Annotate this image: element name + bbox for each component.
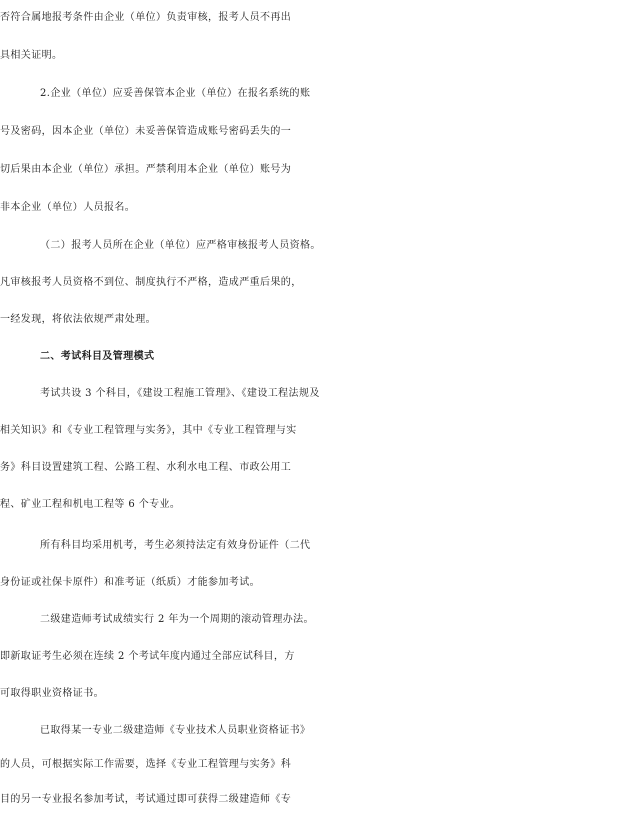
text-line: 号及密码，因本企业（单位）未妥善保管造成账号密码丢失的一	[0, 126, 292, 137]
text-line: 考试共设 3 个科目，《建设工程施工管理》、《建设工程法规及	[40, 388, 320, 399]
text-line: 即新取证考生必须在连续 2 个考试年度内通过全部应试科目，方	[0, 651, 295, 662]
text-line: 务》科目设置建筑工程、公路工程、水利水电工程、市政公用工	[0, 462, 292, 473]
text-line: 2.企业（单位）应妥善保管本企业（单位）在报名系统的账	[40, 88, 311, 99]
text-line: 凡审核报考人员资格不到位、制度执行不严格，造成严重后果的，	[0, 277, 302, 288]
text-line: 所有科目均采用机考，考生必须持法定有效身份证件（二代	[40, 540, 311, 551]
text-line: 否符合属地报考条件由企业（单位）负责审核，报考人员不再出	[0, 12, 292, 23]
text-line: 切后果由本企业（单位）承担。严禁利用本企业（单位）账号为	[0, 164, 292, 175]
section-heading: 二、考试科目及管理模式	[40, 351, 155, 362]
text-line: 二级建造师考试成绩实行 2 年为一个周期的滚动管理办法。	[40, 614, 314, 625]
text-line: 非本企业（单位）人员报名。	[0, 202, 136, 213]
text-line: 可取得职业资格证书。	[0, 688, 104, 699]
text-line: 身份证或社保卡原件）和准考证（纸质）才能参加考试。	[0, 577, 260, 588]
text-line: （二）报考人员所在企业（单位）应严格审核报考人员资格。	[40, 240, 321, 251]
text-line: 相关知识》和《专业工程管理与实务》，其中《专业工程管理与实	[0, 425, 297, 436]
text-line: 的人员，可根据实际工作需要，选择《专业工程管理与实务》科	[0, 759, 292, 770]
text-line: 已取得某一专业二级建造师《专业技术人员职业资格证书》	[40, 725, 311, 736]
text-line: 一经发现，将依法依规严肃处理。	[0, 314, 156, 325]
text-line: 目的另一专业报名参加考试，考试通过即可获得二级建造师《专	[0, 794, 292, 805]
text-line: 具相关证明。	[0, 50, 63, 61]
text-line: 程、矿业工程和机电工程等 6 个专业。	[0, 499, 181, 510]
